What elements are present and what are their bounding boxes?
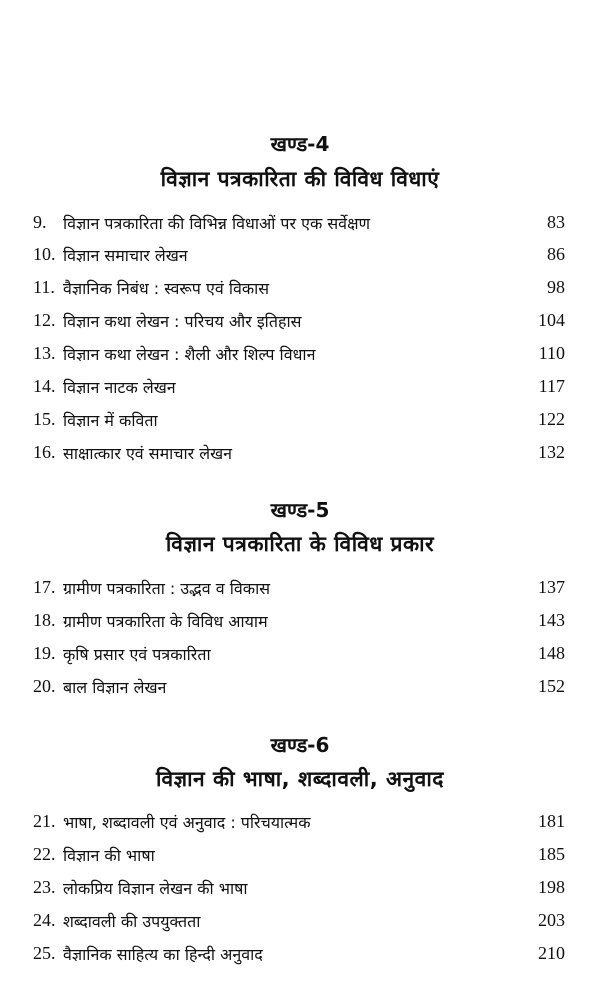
- entry-number: 12.: [33, 310, 56, 330]
- entry-page: 110: [538, 343, 565, 363]
- toc-entry: [33, 310, 565, 340]
- entry-number: 14.: [33, 376, 56, 396]
- entry-page: 152: [538, 676, 565, 696]
- entry-page: 104: [538, 310, 565, 330]
- section-title: विज्ञान की भाषा, शब्दावली, अनुवाद: [156, 767, 444, 791]
- entry-title: ग्रामीण पत्रकारिता : उद्भव व विकास: [63, 579, 271, 598]
- entry-title: साक्षात्कार एवं समाचार लेखन: [63, 444, 233, 463]
- entry-title: वैज्ञानिक निबंध : स्वरूप एवं विकास: [63, 279, 270, 298]
- entry-number: 10.: [33, 244, 56, 264]
- section-title: विज्ञान पत्रकारिता के विविध प्रकार: [165, 532, 435, 556]
- entry-title: शब्दावली की उपयुक्तता: [63, 912, 201, 931]
- entry-title: विज्ञान कथा लेखन : परिचय और इतिहास: [63, 312, 302, 331]
- toc-entry: [33, 212, 565, 242]
- section-label: खण्ड-5: [270, 498, 330, 522]
- entry-title: वैज्ञानिक साहित्य का हिन्दी अनुवाद: [63, 945, 263, 964]
- entry-title: विज्ञान नाटक लेखन: [63, 378, 176, 397]
- entry-title: कृषि प्रसार एवं पत्रकारिता: [63, 645, 211, 664]
- entry-page: 203: [538, 910, 565, 930]
- entry-number: 25.: [33, 943, 56, 963]
- entry-title: विज्ञान समाचार लेखन: [63, 246, 188, 265]
- entry-number: 11.: [33, 277, 55, 297]
- entry-number: 17.: [33, 577, 56, 597]
- entry-number: 19.: [33, 643, 56, 663]
- toc-entry: [33, 877, 565, 907]
- entry-number: 15.: [33, 409, 56, 429]
- toc-entry: [33, 844, 565, 874]
- entry-title: लोकप्रिय विज्ञान लेखन की भाषा: [63, 879, 248, 898]
- entry-title: विज्ञान की भाषा: [63, 846, 155, 865]
- section-label: खण्ड-6: [270, 733, 330, 757]
- entry-page: 185: [538, 844, 565, 864]
- entry-page: 143: [538, 610, 565, 630]
- toc-entry: [33, 676, 565, 706]
- toc-entry: [33, 409, 565, 439]
- entry-page: 86: [547, 244, 565, 264]
- entry-number: 23.: [33, 877, 56, 897]
- entry-number: 13.: [33, 343, 56, 363]
- entry-title: बाल विज्ञान लेखन: [63, 678, 167, 697]
- entry-page: 98: [547, 277, 565, 297]
- entry-page: 83: [547, 212, 565, 232]
- toc-entry: [33, 610, 565, 640]
- toc-entry: [33, 811, 565, 841]
- toc-entry: [33, 943, 565, 973]
- section-label: खण्ड-4: [270, 132, 330, 156]
- entry-page: 137: [538, 577, 565, 597]
- entry-number: 22.: [33, 844, 56, 864]
- toc-entry: [33, 244, 565, 274]
- toc-entry: [33, 442, 565, 472]
- entry-number: 18.: [33, 610, 56, 630]
- entry-title: विज्ञान कथा लेखन : शैली और शिल्प विधान: [63, 345, 316, 364]
- entry-title: विज्ञान पत्रकारिता की विभिन्न विधाओं पर एक सर्वेक्षण: [63, 214, 371, 233]
- toc-entry: [33, 910, 565, 940]
- entry-number: 16.: [33, 442, 56, 462]
- entry-page: 117: [538, 376, 565, 396]
- entry-page: 148: [538, 643, 565, 663]
- entry-title: विज्ञान में कविता: [63, 411, 158, 430]
- entry-number: 24.: [33, 910, 56, 930]
- entry-page: 181: [538, 811, 565, 831]
- toc-entry: [33, 577, 565, 607]
- entry-page: 198: [538, 877, 565, 897]
- entry-page: 122: [538, 409, 565, 429]
- section-title: विज्ञान पत्रकारिता की विविध विधाएं: [160, 167, 440, 191]
- toc-entry: [33, 343, 565, 373]
- entry-title: ग्रामीण पत्रकारिता के विविध आयाम: [63, 612, 268, 631]
- toc-entry: [33, 643, 565, 673]
- entry-page: 132: [538, 442, 565, 462]
- toc-entry: [33, 376, 565, 406]
- toc-entry: [33, 277, 565, 307]
- entry-number: 9.: [33, 212, 47, 232]
- entry-number: 20.: [33, 676, 56, 696]
- entry-number: 21.: [33, 811, 56, 831]
- entry-title: भाषा, शब्दावली एवं अनुवाद : परिचयात्मक: [63, 813, 311, 832]
- entry-page: 210: [538, 943, 565, 963]
